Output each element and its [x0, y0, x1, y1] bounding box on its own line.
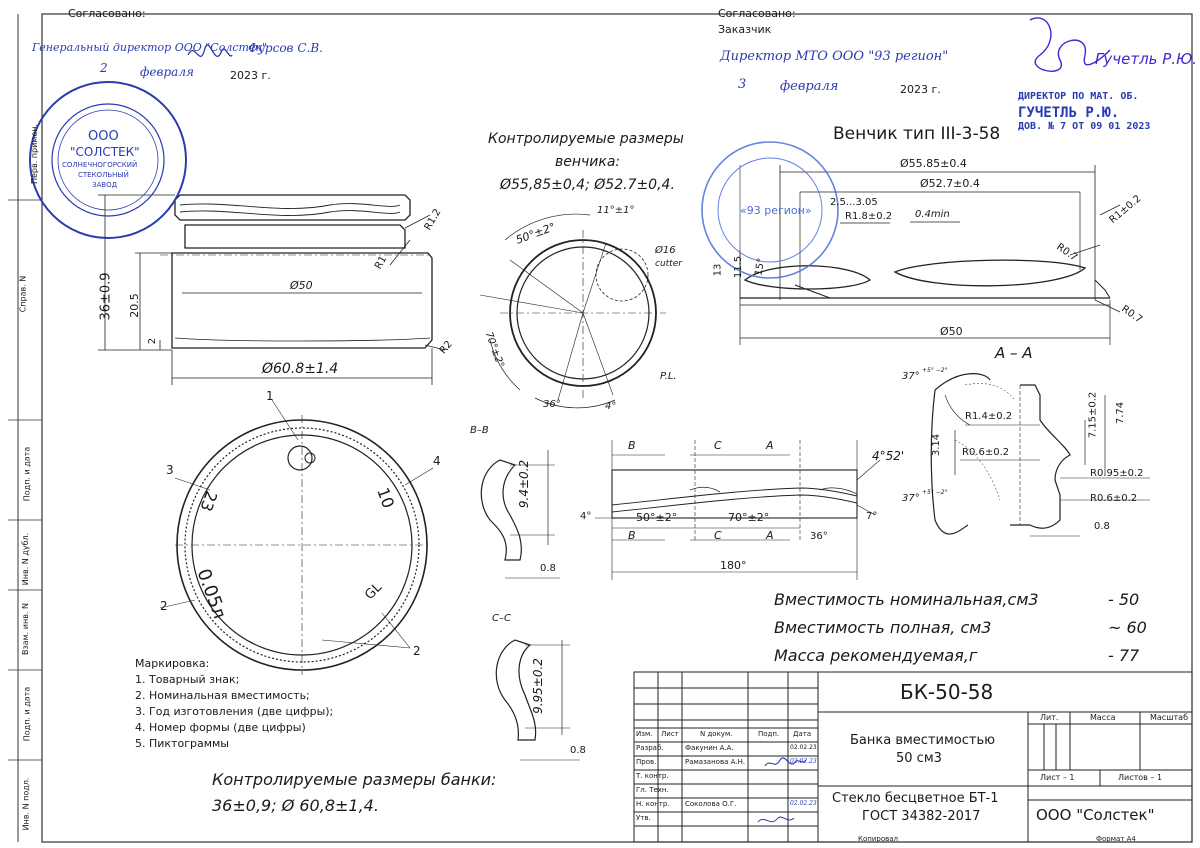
seal-left	[30, 82, 186, 238]
tb-r-gltekh: Гл. Техн.	[636, 786, 669, 794]
thread-r095: R0.95±0.2	[1090, 468, 1144, 479]
seal-right-text: «93 регион»	[740, 204, 812, 217]
tb-razrab-date: 02.02.23	[790, 744, 817, 751]
tb-nkontr-date: 02.02.23	[790, 800, 817, 807]
tb-prov-date: 02.02.23	[790, 758, 817, 765]
dev-a452: 4°52'	[872, 449, 905, 463]
tb-r-tkontr: Т. контр.	[636, 772, 669, 780]
bottom-callout-2b: 2	[413, 644, 421, 658]
section-bb-t: 0.8	[540, 563, 556, 574]
section-cc-label: C–C	[492, 613, 511, 624]
finish-type-r18: R1.8±0.2	[845, 211, 893, 222]
bottle-side-dims	[98, 195, 445, 385]
dim-bottle-h: 36±0.9	[98, 272, 114, 321]
section-bb-dim: 9.4±0.2	[517, 459, 532, 509]
tb-h-date: Дата	[793, 730, 812, 738]
approval-left-heading: Согласовано:	[68, 7, 146, 20]
finish-type-title: Венчик тип III-3-58	[833, 124, 1001, 144]
finish-angle-bottom2: 4°	[605, 401, 617, 412]
tb-copied: Копировал	[858, 835, 898, 843]
finish-pl: P.L.	[660, 371, 677, 382]
tb-scale: Масштаб	[1150, 713, 1189, 722]
stamp-right-line2: ГУЧЕТЛЬ Р.Ю.	[1018, 105, 1120, 121]
thread-r06: R0.6±0.2	[962, 447, 1010, 458]
bottom-gl: GL	[362, 580, 386, 603]
finish-angle-bottom1: 36°	[543, 399, 561, 410]
tb-nkontr-name: Соколова О.Г.	[685, 800, 737, 808]
dev-a36: 36°	[810, 531, 828, 542]
finish-type-d2: Ø52.7±0.4	[920, 177, 980, 190]
approval-right-customer: Заказчик	[718, 23, 772, 36]
tb-company: ООО "Солстек"	[1036, 806, 1155, 824]
finish-angle-left: 50°±2°	[514, 220, 558, 247]
tb-razrab-name: Факунин А.А.	[685, 744, 734, 752]
tb-h-izm: Изм.	[636, 730, 653, 738]
finish-top-view	[480, 214, 666, 408]
dev-a2: A	[766, 529, 774, 542]
bottle-side-view	[172, 195, 432, 348]
finish-type-min: 0.4min	[915, 209, 950, 220]
capacity-value-2: ~ 60	[1108, 618, 1147, 637]
bottom-vol: 0.05л	[192, 565, 230, 622]
side-label-podp2: Подп. и дата	[22, 686, 32, 742]
finish-type-r1: R1±0.2	[1107, 193, 1144, 226]
dev-c1: C	[714, 439, 722, 452]
tb-mass: Масса	[1090, 713, 1116, 722]
side-label-podp1: Подп. и дата	[22, 446, 32, 502]
tb-name2: 50 см3	[896, 751, 942, 766]
capacity-label-1: Вместимость номинальная,см3	[774, 590, 1039, 609]
finish-cutter-label: cutter	[655, 259, 682, 269]
seal-left-text1: ООО	[88, 129, 119, 144]
thread-t08: 0.8	[1094, 521, 1110, 532]
bottom-num10: 10	[373, 485, 399, 511]
finish-cutter-d: Ø16	[655, 245, 676, 256]
finish-type-d50: Ø50	[940, 325, 963, 338]
approval-right-month: февраля	[780, 79, 839, 94]
bottom-callout-1: 1	[266, 389, 274, 403]
thread-d314: 3.14	[931, 433, 943, 457]
bottle-controlled-line1: Контролируемые размеры банки:	[212, 770, 497, 789]
approval-left-name: Фурсов С.В.	[248, 41, 323, 55]
marking-item-3: 3. Год изготовления (две цифры);	[135, 705, 334, 718]
dev-a70: 70°±2°	[728, 511, 770, 524]
finish-section-dims	[740, 172, 1120, 345]
finish-type-r07b: R0.7	[1119, 303, 1145, 326]
dim-bottle-r12: R1.2	[422, 207, 444, 233]
side-label-vzam: Взам. инв. N	[20, 603, 30, 655]
bottom-callout-3: 3	[166, 463, 174, 477]
side-label-sprav: Справ. N	[18, 275, 28, 313]
tb-format: Формат А4	[1096, 835, 1136, 843]
seal-left-text3: СОЛНЕЧНОГОРСКИЙ	[62, 161, 138, 169]
finish-type-h115: 11.5	[733, 255, 745, 279]
approval-left-day: 2	[100, 61, 108, 75]
marking-item-1: 1. Товарный знак;	[135, 673, 240, 686]
approval-right-name: Гучетль Р.Ю.	[1095, 50, 1198, 68]
bottom-callout-2a: 2	[160, 599, 168, 613]
finish-type-ang: 15°	[753, 257, 768, 277]
capacity-label-3: Масса рекомендуемая,г	[774, 646, 978, 665]
section-cc-dim: 9.95±0.2	[530, 658, 545, 714]
dim-bottle-h2: 20.5	[127, 293, 141, 318]
tb-material2: ГОСТ 34382-2017	[862, 809, 981, 824]
approval-right-year: 2023 г.	[900, 83, 941, 96]
bottom-callout-4: 4	[433, 454, 441, 468]
dev-b2: B	[628, 529, 636, 542]
marking-item-4: 4. Номер формы (две цифры)	[135, 721, 306, 734]
tb-h-sign: Подп.	[758, 730, 780, 738]
finish-title3: Ø55,85±0,4; Ø52.7±0,4.	[500, 177, 675, 193]
dim-bottle-b2: 2	[147, 337, 159, 345]
marking-title: Маркировка:	[135, 657, 210, 670]
thread-a37bot: 37°	[902, 493, 920, 504]
finish-title2: венчика:	[555, 154, 621, 170]
tb-h-doc: N докум.	[700, 730, 733, 738]
finish-type-h135: 13	[712, 263, 724, 277]
dim-bottle-r2: R2	[437, 339, 455, 357]
stamp-right-line3: ДОВ. № 7 ОТ 09 01 2023	[1018, 121, 1151, 132]
thread-a37bot-tol: +5° −2°	[922, 489, 948, 496]
tb-name1: Банка вместимостью	[850, 733, 996, 748]
side-label-inv-podl: Инв. N подл.	[21, 777, 31, 831]
side-label-perv: Перв. примен.	[30, 123, 40, 185]
side-label-inv-dubl: Инв. N дубл.	[21, 532, 31, 586]
approval-right-heading: Согласовано:	[718, 7, 796, 20]
capacity-value-3: - 77	[1108, 646, 1140, 665]
tb-material1: Стекло бесцветное БТ-1	[832, 791, 999, 806]
tb-designation: БК-50-58	[900, 680, 994, 704]
finish-angle-top: 11°±1°	[597, 205, 635, 216]
dim-bottle-r1: R1	[373, 254, 390, 272]
dev-a50: 50°±2°	[636, 511, 678, 524]
dev-b1: B	[628, 439, 636, 452]
finish-type-section: A – A	[995, 344, 1033, 362]
seal-left-text2: "СОЛСТЕК"	[70, 145, 140, 159]
thread-d774: 7.74	[1115, 401, 1127, 425]
capacity-label-2: Вместимость полная, см3	[774, 618, 992, 637]
stamp-right-line1: ДИРЕКТОР ПО МАТ. ОБ.	[1018, 91, 1139, 102]
tb-r-utv: Утв.	[636, 814, 651, 822]
tb-lit: Лит.	[1040, 713, 1059, 722]
dim-bottle-d608: Ø60.8±1.4	[262, 361, 339, 377]
thread-r06b: R0.6±0.2	[1090, 493, 1138, 504]
finish-angle-left2: 70°±2°	[482, 330, 506, 370]
finish-type-r07a: R0.7	[1054, 241, 1080, 264]
approval-left-position: Генеральный директор ООО "Солстек"	[32, 41, 268, 54]
dim-bottle-d50: Ø50	[290, 279, 313, 292]
bottom-num23: 23	[196, 488, 222, 514]
bottle-controlled-line2: 36±0,9; Ø 60,8±1,4.	[212, 796, 379, 815]
approval-left-month: февраля	[140, 65, 194, 79]
signature-nkontr	[758, 817, 794, 822]
section-cc-t: 0.8	[570, 745, 586, 756]
tb-r-prov: Пров.	[636, 758, 657, 766]
approval-right-day: 3	[738, 77, 747, 92]
thread-d715: 7.15±0.2	[1087, 391, 1099, 439]
dev-a7: 7°	[866, 511, 878, 522]
marking-item-5: 5. Пиктограммы	[135, 737, 229, 750]
thread-r14: R1.4±0.2	[965, 411, 1013, 422]
tb-prov-name: Рамазанова А.Н.	[685, 758, 746, 766]
tb-r-nkontr: Н. контр.	[636, 800, 670, 808]
section-bb-label: B–B	[470, 425, 489, 436]
bottom-view	[160, 400, 433, 675]
seal-left-text4: СТЕКОЛЬНЫЙ	[78, 171, 129, 179]
thread-a37top: 37°	[902, 371, 920, 382]
finish-type-d1: Ø55.85±0.4	[900, 157, 967, 170]
thread-a37top-tol: +5° −2°	[922, 367, 948, 374]
tb-sheet: Лист – 1	[1040, 773, 1075, 782]
dev-c2: C	[714, 529, 722, 542]
seal-left-text5: ЗАВОД	[92, 181, 118, 189]
dev-ang-left: 4°	[580, 511, 592, 522]
finish-title1: Контролируемые размеры	[488, 131, 684, 147]
approval-left-year: 2023 г.	[230, 69, 271, 82]
marking-item-2: 2. Номинальная вместимость;	[135, 689, 310, 702]
dev-a180: 180°	[720, 559, 747, 572]
tb-sheets: Листов – 1	[1118, 773, 1163, 782]
dev-a1: A	[766, 439, 774, 452]
finish-type-d3: 2.5...3.05	[830, 197, 878, 208]
tb-h-list: Лист	[661, 730, 679, 738]
capacity-value-1: - 50	[1108, 590, 1140, 609]
approval-right-position: Директор МТО ООО "93 регион"	[720, 49, 949, 64]
tb-r-razrab: Разраб.	[636, 744, 664, 752]
